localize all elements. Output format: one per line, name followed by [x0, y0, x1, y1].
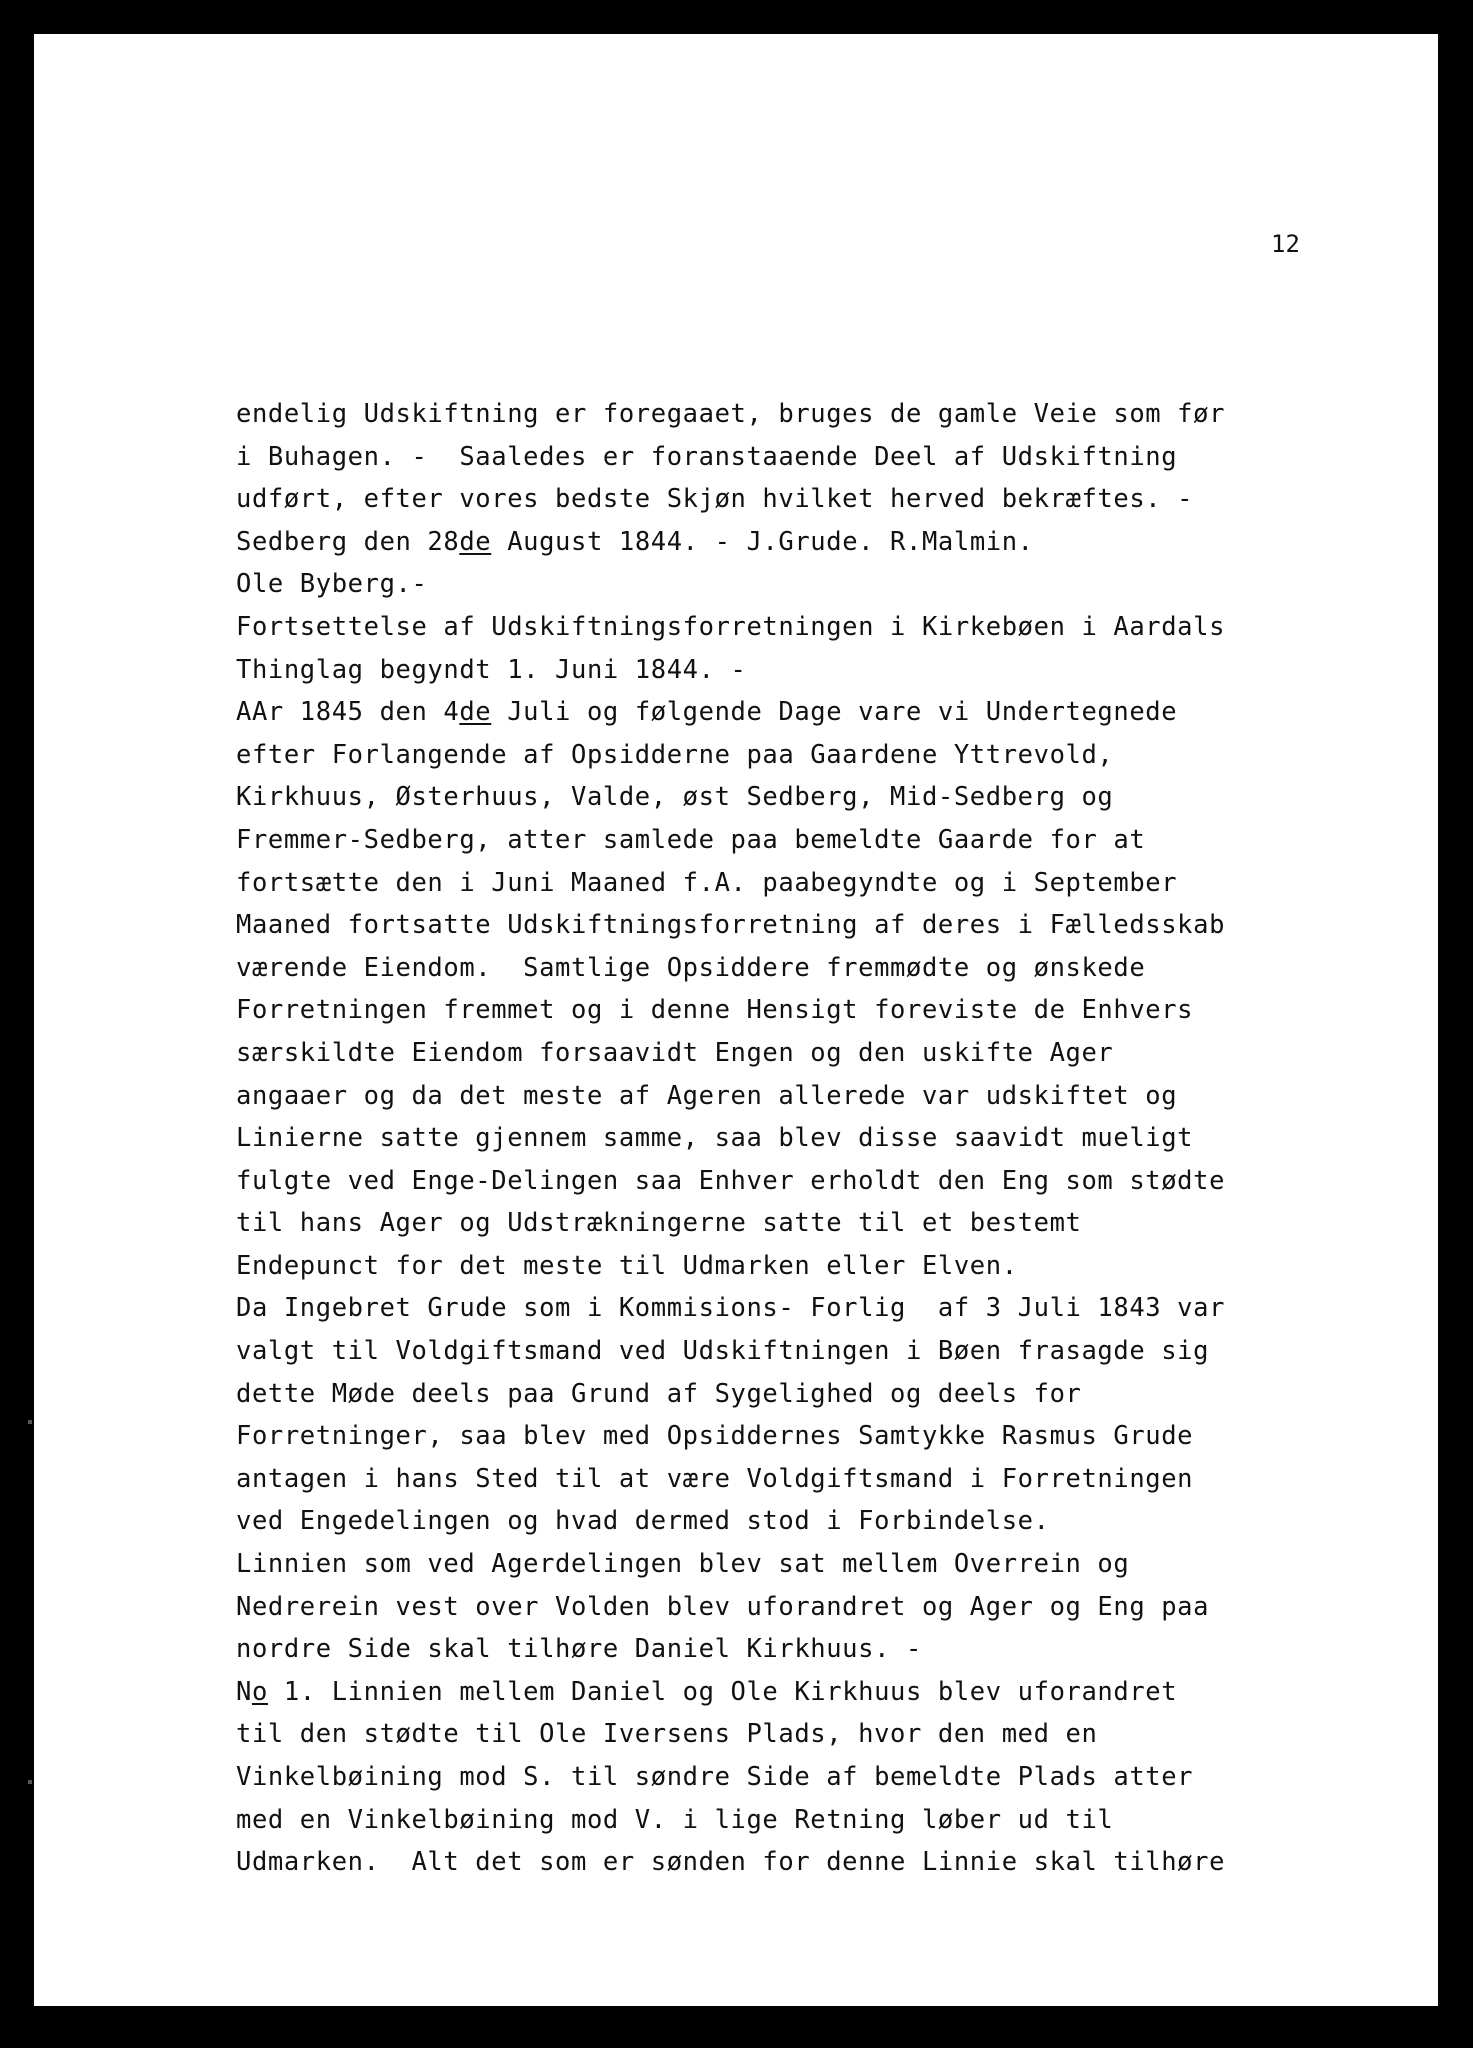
text-segment: 1. Linnien mellem Daniel og Ole Kirkhuus blev uforandret — [267, 1676, 1178, 1707]
text-line — [236, 1330, 1376, 1373]
text-segment: Ole Byberg.- — [236, 569, 428, 600]
text-segment: Udmarken. Alt det som er sønden for denne Linnie skal tilhøre — [236, 1847, 1226, 1878]
text-segment: Fremmer-Sedberg, atter samlede paa bemeldte Gaarde for at — [236, 824, 1146, 855]
text-segment: Linnien som ved Agerdelingen blev sat mellem Overrein og — [236, 1549, 1130, 1580]
text-segment: Forretningen fremmet og i denne Hensigt foreviste de Enhvers — [236, 995, 1194, 1026]
text-segment: N — [236, 1676, 252, 1707]
text-segment: værende Eiendom. Samtlige Opsiddere fremmødte og ønskede — [236, 952, 1146, 983]
text-line — [236, 1799, 1376, 1842]
text-line — [236, 1160, 1376, 1203]
text-line — [236, 1628, 1376, 1671]
text-line — [236, 1841, 1376, 1884]
text-line — [236, 478, 1376, 521]
text-line — [236, 1458, 1376, 1501]
underlined-text: o — [251, 1676, 268, 1707]
text-line — [236, 734, 1376, 777]
text-segment: Da Ingebret Grude som i Kommisions- Forlig af 3 Juli 1843 var — [236, 1293, 1226, 1324]
text-line — [236, 649, 1376, 692]
text-line — [236, 1500, 1376, 1543]
text-segment: dette Møde deels paa Grund af Sygelighed og deels for — [236, 1378, 1082, 1409]
text-segment: Nedrerein vest over Volden blev uforandret og Ager og Eng paa — [236, 1591, 1210, 1622]
text-segment: til den stødte til Ole Iversens Plads, hvor den med en — [236, 1719, 1098, 1750]
underlined-text: de — [459, 526, 492, 557]
text-segment: August 1844. - J.Grude. R.Malmin. — [491, 526, 1034, 557]
text-line — [236, 1117, 1376, 1160]
text-line — [236, 1075, 1376, 1118]
underlined-text: de — [459, 697, 492, 728]
page-number: 12 — [1271, 230, 1300, 258]
text-segment: udført, efter vores bedste Skjøn hvilket herved bekræftes. - — [236, 484, 1194, 515]
text-segment: antagen i hans Sted til at være Voldgiftsmand i Forretningen — [236, 1463, 1194, 1494]
scan-mark — [28, 1420, 32, 1424]
text-segment: Forretninger, saa blev med Opsiddernes Samtykke Rasmus Grude — [236, 1421, 1194, 1452]
text-line — [236, 1586, 1376, 1629]
text-line — [236, 563, 1376, 606]
text-line — [236, 904, 1376, 947]
text-line — [236, 1756, 1376, 1799]
text-line — [236, 1245, 1376, 1288]
text-segment: i Buhagen. - Saaledes er foranstaaende Deel af Udskiftning — [236, 441, 1178, 472]
text-line — [236, 691, 1376, 734]
text-line — [236, 1671, 1376, 1714]
text-line — [236, 1543, 1376, 1586]
text-segment: Kirkhuus, Østerhuus, Valde, øst Sedberg, Mid-Sedberg og — [236, 782, 1114, 813]
text-line — [236, 521, 1376, 564]
text-segment: efter Forlangende af Opsidderne paa Gaardene Yttrevold, — [236, 739, 1114, 770]
text-line — [236, 1202, 1376, 1245]
text-segment: nordre Side skal tilhøre Daniel Kirkhuus. - — [236, 1634, 922, 1665]
body-text — [236, 393, 1376, 1884]
text-line — [236, 947, 1376, 990]
text-line — [236, 1287, 1376, 1330]
text-line — [236, 819, 1376, 862]
text-segment: Endepunct for det meste til Udmarken eller Elven. — [236, 1250, 1018, 1281]
text-line — [236, 1032, 1376, 1075]
text-segment: angaaer og da det meste af Ageren allerede var udskiftet og — [236, 1080, 1178, 1111]
text-line — [236, 776, 1376, 819]
text-line — [236, 862, 1376, 905]
text-segment: Maaned fortsatte Udskiftningsforretning af deres i Fælledsskab — [236, 910, 1226, 941]
text-line — [236, 1373, 1376, 1416]
text-segment: ved Engedelingen og hvad dermed stod i Forbindelse. — [236, 1506, 1050, 1537]
text-segment: med en Vinkelbøining mod V. i lige Retning løber ud til — [236, 1804, 1114, 1835]
text-segment: fortsætte den i Juni Maaned f.A. paabegyndte og i September — [236, 867, 1178, 898]
text-segment: Linierne satte gjennem samme, saa blev disse saavidt mueligt — [236, 1123, 1194, 1154]
text-segment: særskildte Eiendom forsaavidt Engen og den uskifte Ager — [236, 1037, 1114, 1068]
document-page — [34, 34, 1438, 2006]
text-line — [236, 606, 1376, 649]
text-segment: Juli og følgende Dage vare vi Undertegnede — [491, 697, 1178, 728]
text-line — [236, 1415, 1376, 1458]
text-segment: endelig Udskiftning er foregaaet, bruges de gamle Veie som før — [236, 399, 1226, 429]
text-segment: Vinkelbøining mod S. til søndre Side af bemeldte Plads atter — [236, 1762, 1194, 1792]
scan-mark — [28, 1780, 32, 1784]
text-line — [236, 393, 1376, 436]
text-segment: Sedberg den 28 — [236, 526, 460, 557]
text-segment: til hans Ager og Udstrækningerne satte til et bestemt — [236, 1208, 1082, 1239]
text-line — [236, 989, 1376, 1032]
text-segment: Thinglag begyndt 1. Juni 1844. - — [236, 654, 747, 685]
text-line — [236, 1713, 1376, 1756]
text-segment: AAr 1845 den 4 — [236, 697, 460, 728]
text-segment: valgt til Voldgiftsmand ved Udskiftningen i Bøen frasagde sig — [236, 1336, 1210, 1367]
text-segment: fulgte ved Enge-Delingen saa Enhver erholdt den Eng som stødte — [236, 1165, 1226, 1196]
text-line — [236, 436, 1376, 479]
text-segment: Fortsettelse af Udskiftningsforretningen i Kirkebøen i Aardals — [236, 611, 1226, 642]
